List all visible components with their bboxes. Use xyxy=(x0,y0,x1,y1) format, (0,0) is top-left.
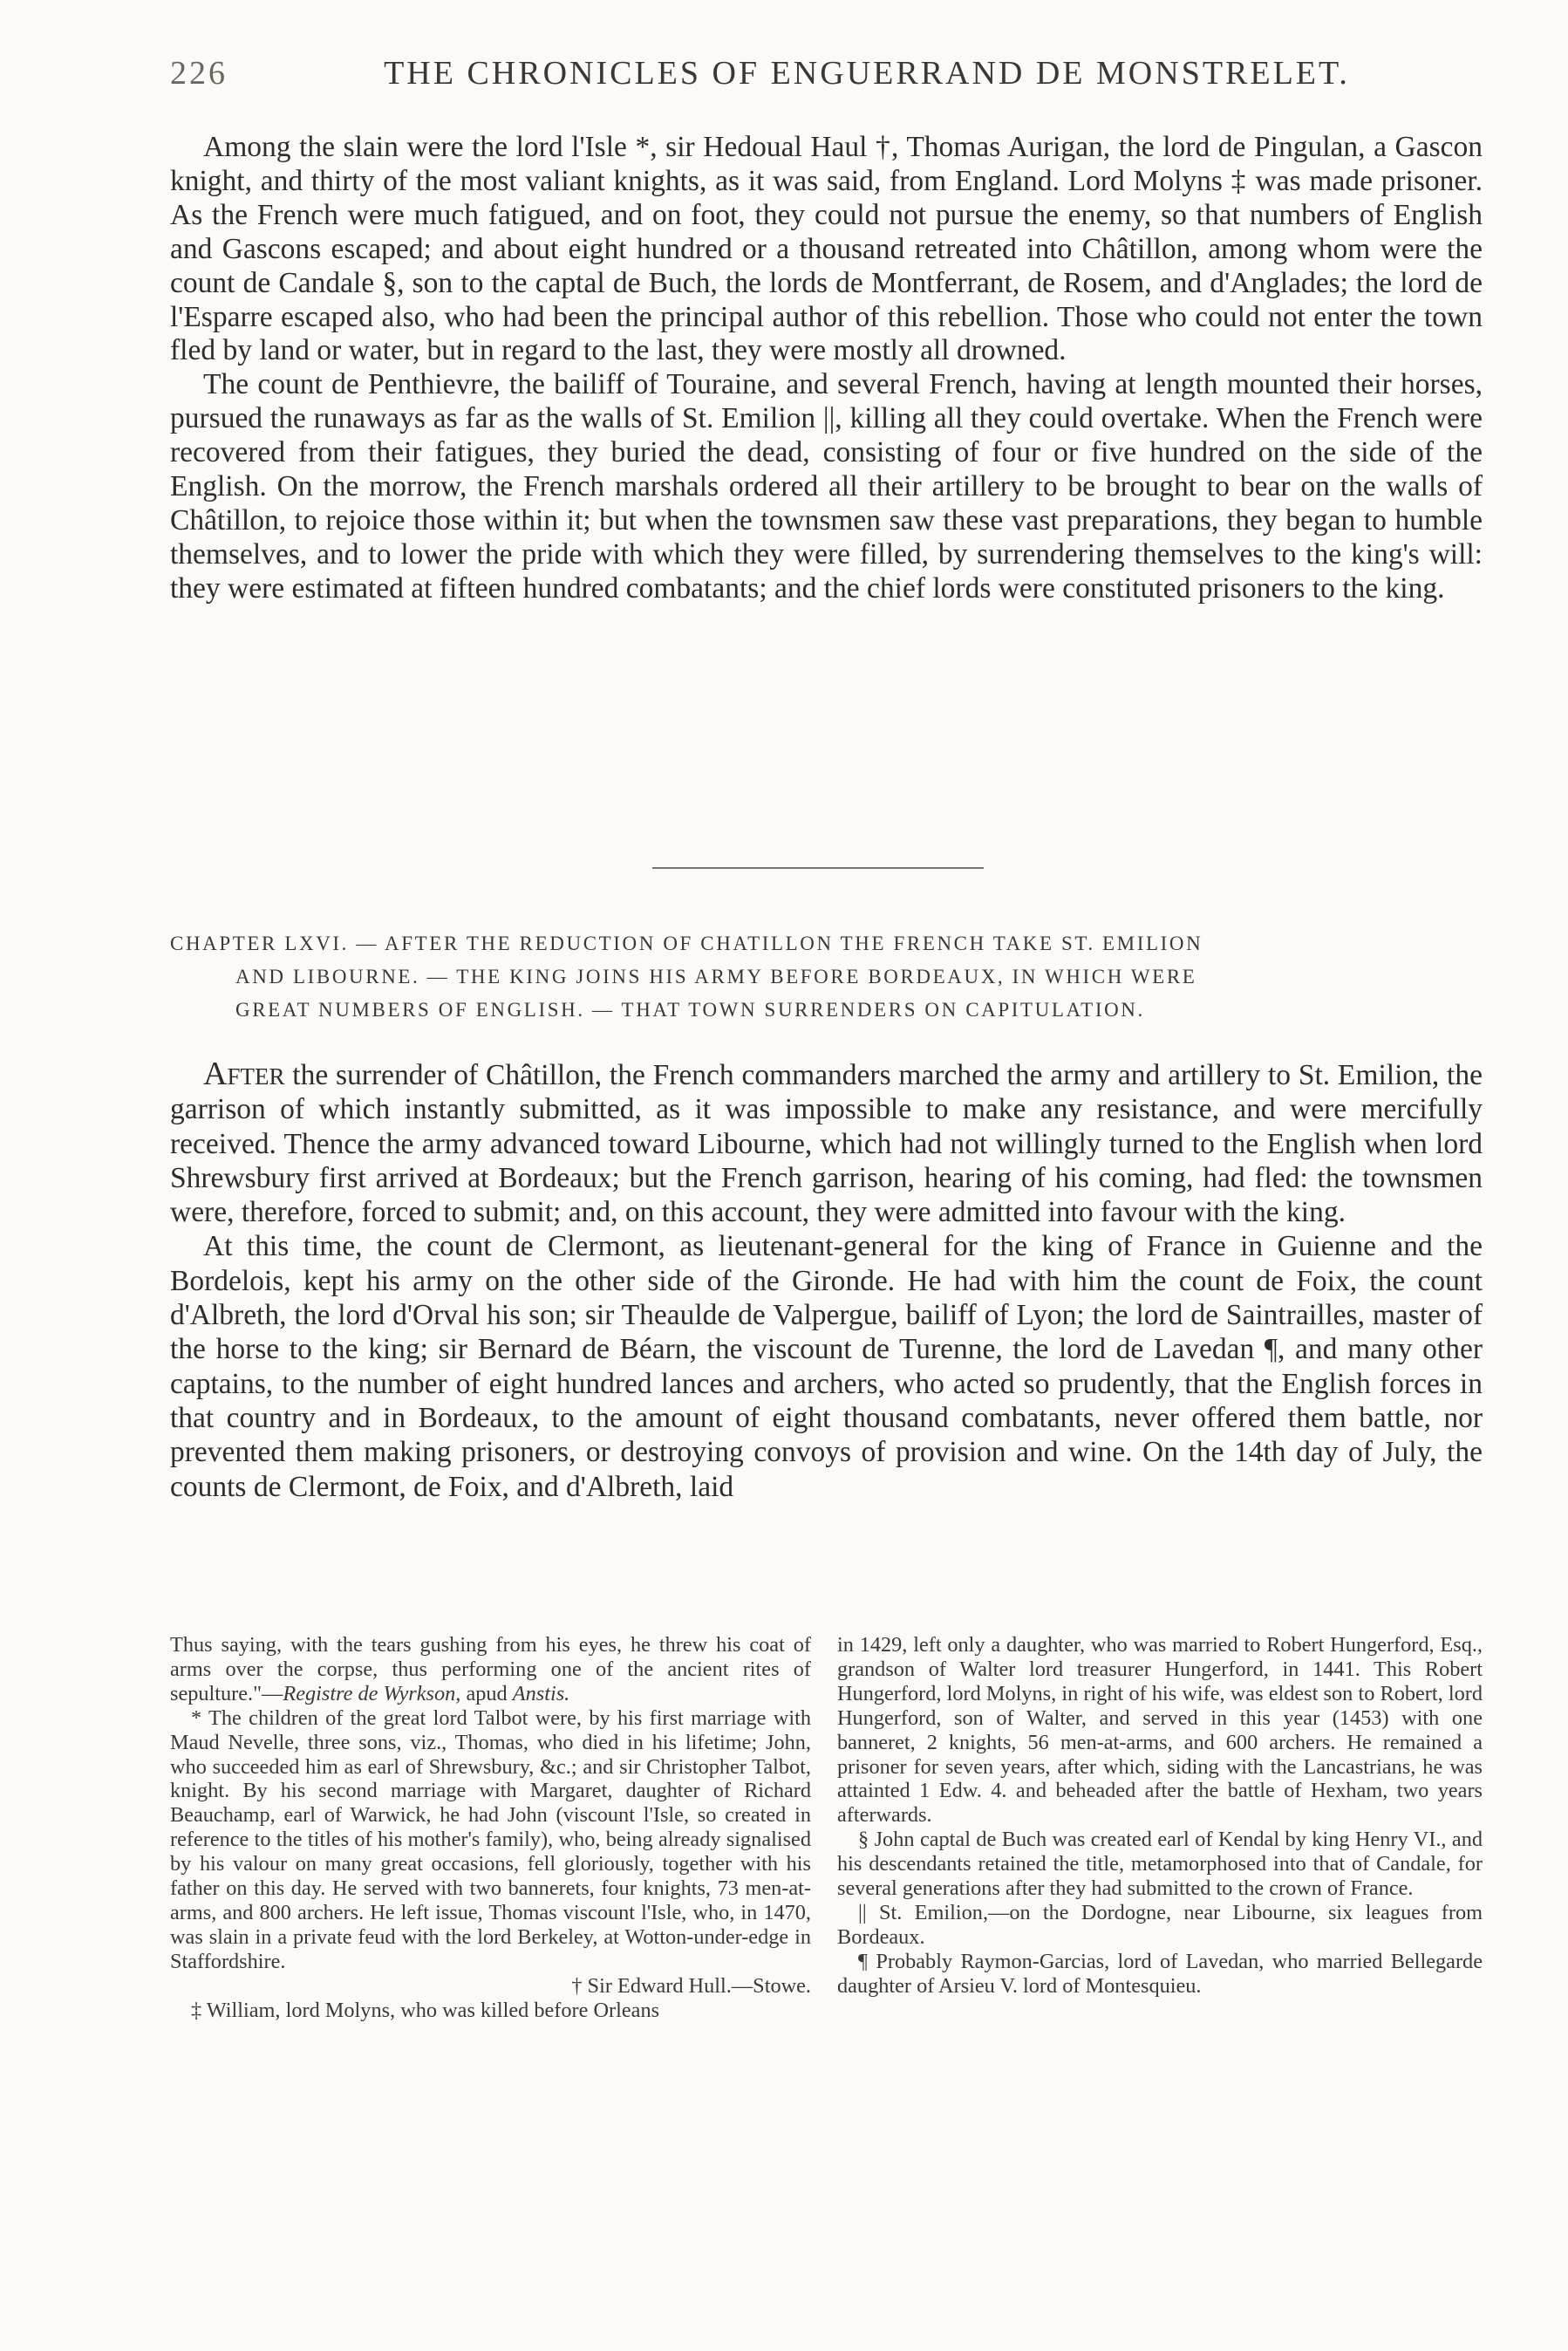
chapter-heading-line: AND LIBOURNE. — THE KING JOINS HIS ARMY BEFORE BORDEAUX, IN WHICH WERE xyxy=(235,966,1197,988)
paragraph: Among the slain were the lord l'Isle *, sir Hedoual Haul †, Thomas Aurigan, the lord de Pingulan, a Gascon knight, and thirty of the most valiant knights, as it was said, from England. Lord Molyns ‡ was made prisoner. As the French were much fatigued, and on foot, they could not pursue the enemy, so that numbers of English and Gascons escaped; and about eight hundred or a thousand retreated into Châtillon, among whom were the count de Candale §, son to the captal de Buch, the lords de Montferrant, de Rosem, and d'Anglades; the lord de l'Esparre escaped also, who had been the principal author of this rebellion. Those who could not enter the town fled by land or water, but in regard to the last, they were mostly all drowned. xyxy=(170,131,1483,367)
footnote-text: apud xyxy=(460,1681,513,1705)
footnotes-left-column xyxy=(170,1633,811,2023)
footnotes-right-column xyxy=(837,1633,1483,1999)
footnote-pilcrow: ¶ Probably Raymon-Garcias, lord of Lavedan, who married Bellegarde daughter of Arsieu V. lord of Montesquieu. xyxy=(837,1949,1483,1998)
footnote-text: Thus saying, with the tears gushing from his eyes, he threw his coat of arms over the corpse, thus performing one of the ancient rites of sepulture."— xyxy=(170,1633,811,1705)
footnote-continuation xyxy=(170,1633,811,1706)
chapter-heading-line: CHAPTER LXVI. — AFTER THE REDUCTION OF CHATILLON THE FRENCH TAKE ST. EMILION xyxy=(170,933,1203,954)
footnote-author: Anstis. xyxy=(512,1681,570,1705)
chapter-heading xyxy=(170,927,1483,1027)
opening-word: After xyxy=(203,1056,285,1092)
upper-body-text xyxy=(170,131,1483,606)
running-title: THE CHRONICLES OF ENGUERRAND DE MONSTRELET. xyxy=(384,55,1350,92)
footnote-dagger: † Sir Edward Hull.—Stowe. xyxy=(571,1973,811,1998)
paragraph: At this time, the count de Clermont, as lieutenant-general for the king of France in Guienne and the Bordelois, kept his army on the other side of the Gironde. He had with him the count de Foix, the count d'Albreth, the lord d'Orval his son; sir Theaulde de Valpergue, bailiff of Lyon; the lord de Saintrailles, master of the horse to the king; sir Bernard de Béarn, the viscount de Turenne, the lord de Lavedan ¶, and many other captains, to the number of eight hundred lances and archers, who acted so prudently, that the English forces in that country and in Bordeaux, to the amount of eight thousand combatants, never offered them battle, nor prevented them making prisoners, or destroying convoys of provision and wine. On the 14th day of July, the counts de Clermont, de Foix, and d'Albreth, laid xyxy=(170,1230,1483,1503)
footnote-parallel: || St. Emilion,—on the Dordogne, near Libourne, six leagues from Bordeaux. xyxy=(837,1900,1483,1949)
running-header: 226 THE CHRONICLES OF ENGUERRAND DE MONSTRELET. xyxy=(170,54,1485,92)
paragraph: The count de Penthievre, the bailiff of Touraine, and several French, having at length mounted their horses, pursued the runaways as far as the walls of St. Emilion ||, killing all they could overtake. When the French were recovered from their fatigues, they buried the dead, consisting of four or five hundred on the side of the English. On the morrow, the French marshals ordered all their artillery to be brought to bear on the walls of Châtillon, to rejoice those within it; but when the townsmen saw these vast preparations, they began to humble themselves, and to lower the pride with which they were filled, by surrendering themselves to the king's will: they were estimated at fifteen hundred combatants; and the chief lords were constituted prisoners to the king. xyxy=(170,368,1483,605)
chapter-heading-line: GREAT NUMBERS OF ENGLISH. — THAT TOWN SURRENDERS ON CAPITULATION. xyxy=(235,999,1145,1021)
footnote-source: Registre de Wyrkson, xyxy=(283,1681,461,1705)
paragraph-text: the surrender of Châtillon, the French commanders marched the army and artillery to St. Emilion, the garrison of which instantly submitted, as it was impossible to make any resistance, and were mercifully received. Thence the army advanced toward Libourne, which had not willingly turned to the English when lord Shrewsbury first arrived at Bordeaux; but the French garrison, hearing of his coming, had fled: the townsmen were, therefore, forced to submit; and, on this account, they were admitted into favour with the king. xyxy=(170,1059,1483,1229)
footnote-double-dagger: ‡ William, lord Molyns, who was killed before Orleans xyxy=(191,1998,660,2022)
section-divider xyxy=(652,867,984,869)
lower-body-text xyxy=(170,1057,1483,1504)
footnote-continuation: in 1429, left only a daughter, who was married to Robert Hungerford, Esq., grandson of Walter lord treasurer Hungerford, in 1441. This Robert Hungerford, lord Molyns, in right of his wife, was eldest son to Robert, lord Hungerford, son of Walter, and served in this year (1453) with one banneret, 2 knights, 56 men-at-arms, and 600 archers. He remained a prisoner for seven years, after which, siding with the Lancastrians, he was attainted 1 Edw. 4. and beheaded after the battle of Hexham, two years afterwards. xyxy=(837,1633,1483,1828)
footnote-star: * The children of the great lord Talbot were, by his first marriage with Maud Nevelle, three sons, viz., Thomas, who died in his lifetime; John, who succeeded him as earl of Shrewsbury, &c.; and sir Christopher Talbot, knight. By his second marriage with Margaret, daughter of Richard Beauchamp, earl of Warwick, he had John (viscount l'Isle, so created in reference to the titles of his mother's family), who, being already signalised by his valour on many great occasions, fell gloriously, together with his father on this day. He served with two bannerets, four knights, 73 men-at-arms, and 800 archers. He left issue, Thomas viscount l'Isle, who, in 1470, was slain in a private feud with the lord Berkeley, at Wotton-under-edge in Staffordshire. xyxy=(170,1705,811,1973)
paragraph xyxy=(170,1057,1483,1229)
footnote-section: § John captal de Buch was created earl of Kendal by king Henry VI., and his descendants retained the title, metamorphosed into that of Candale, for several generations after they had submitted to the crown of France. xyxy=(837,1828,1483,1901)
